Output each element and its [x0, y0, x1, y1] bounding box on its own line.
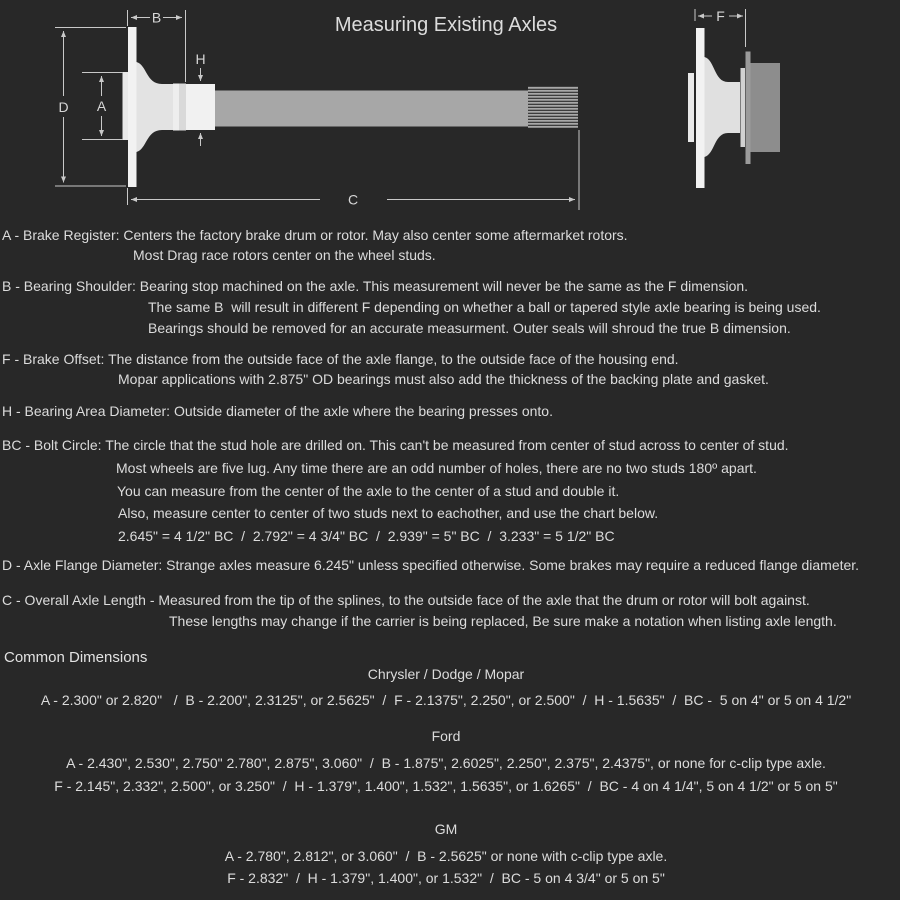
axle-bearing-block: [751, 63, 781, 152]
axle-flange-left: [128, 27, 137, 187]
def-a-line2: Most Drag race rotors center on the wheel studs.: [133, 247, 436, 263]
dim-label-f: F: [716, 8, 725, 24]
def-c-line2: These lengths may change if the carrier is being replaced, Be sure make a notation when listing axle length.: [169, 613, 837, 629]
def-bc-line4: Also, measure center to center of two studs next to eachother, and use the chart below.: [118, 505, 659, 521]
dim-label-a: A: [96, 98, 107, 114]
dim-label-c: C: [347, 191, 359, 208]
group-ford-title: Ford: [431, 728, 461, 744]
bearing-shoulder-step: [173, 84, 179, 131]
def-f-line2: Mopar applications with 2.875" OD bearings must also add the thickness of the backing plate and gasket.: [118, 371, 769, 387]
def-bc-line1: BC - Bolt Circle: The circle that the stud hole are drilled on. This can't be measured from center of stud across to center of stud.: [2, 437, 789, 453]
brake-register-left: [123, 72, 129, 140]
def-bc-chart: 2.645" = 4 1/2" BC / 2.792" = 4 3/4" BC / 2.939" = 5" BC / 3.233" = 5 1/2" BC: [118, 528, 615, 544]
axle-flange-right: [696, 28, 705, 188]
dim-label-b: B: [151, 9, 162, 26]
spline-end: [528, 86, 578, 128]
def-bc-line2: Most wheels are five lug. Any time there are an odd number of holes, there are no two studs 180º apart.: [116, 460, 757, 476]
group-gm-values-1: A - 2.780", 2.812", or 3.060" / B - 2.5625" or none with c-clip type axle.: [224, 848, 668, 864]
def-d-line1: D - Axle Flange Diameter: Strange axles measure 6.245" unless specified otherwise. Some brakes may require a reduced flange diameter.: [2, 557, 860, 573]
group-gm-values-2: F - 2.832" / H - 1.379", 1.400", or 1.532" / BC - 5 on 4 3/4" or 5 on 5": [227, 870, 665, 886]
backing-plate: [741, 68, 746, 147]
group-chrysler-title: Chrysler / Dodge / Mopar: [367, 666, 525, 682]
bearing-area: [186, 84, 215, 130]
def-c-line1: C - Overall Axle Length - Measured from the tip of the splines, to the outside face of the axle that the drum or rotor will bolt against.: [2, 592, 810, 608]
group-chrysler-values: A - 2.300" or 2.820" / B - 2.200", 2.3125", or 2.5625" / F - 2.1375", 2.250", or 2.500" / H - 1.5635" / BC - 5 on 4" or 5 on 4 1/2": [40, 692, 852, 708]
def-b-line1: B - Bearing Shoulder: Bearing stop machined on the axle. This measurement will never be the same as the F dimension.: [2, 278, 749, 294]
group-ford-values-1: A - 2.430", 2.530", 2.750" 2.780", 2.875", 3.060" / B - 1.875", 2.6025", 2.250", 2.375", 2.4375", or none for c-clip type axle.: [66, 755, 826, 771]
def-b-line3: Bearings should be removed for an accurate measurment. Outer seals will shroud the true B dimension.: [148, 320, 791, 336]
page-title: Measuring Existing Axles: [334, 14, 558, 36]
bearing-shoulder-seam: [179, 84, 186, 131]
brake-register-right: [688, 73, 694, 142]
axle-bell-left: [137, 62, 174, 152]
def-h-line1: H - Bearing Area Diameter: Outside diameter of the axle where the bearing presses onto.: [2, 403, 553, 419]
axle-bell-right: [705, 57, 741, 157]
dim-label-d: D: [58, 99, 69, 115]
def-bc-line3: You can measure from the center of the axle to the center of a stud and double it.: [117, 483, 620, 499]
common-dimensions-heading: Common Dimensions: [4, 649, 148, 666]
def-b-line2: The same B will result in different F depending on whether a ball or tapered style axle bearing is being used.: [148, 299, 821, 315]
group-gm-title: GM: [434, 821, 458, 837]
housing-end-face: [746, 52, 751, 165]
dim-label-h: H: [195, 51, 206, 67]
def-f-line1: F - Brake Offset: The distance from the outside face of the axle flange, to the outside face of the housing end.: [2, 351, 679, 367]
def-a-line1: A - Brake Register: Centers the factory brake drum or rotor. May also center some aftermarket rotors.: [2, 227, 628, 243]
group-ford-values-2: F - 2.145", 2.332", 2.500", or 3.250" / H - 1.379", 1.400", 1.532", 1.5635", or 1.6265" / BC - 4 on 4 1/4", 5 on 4 1/2" or 5 on 5": [54, 778, 838, 794]
axle-shaft: [215, 91, 528, 127]
